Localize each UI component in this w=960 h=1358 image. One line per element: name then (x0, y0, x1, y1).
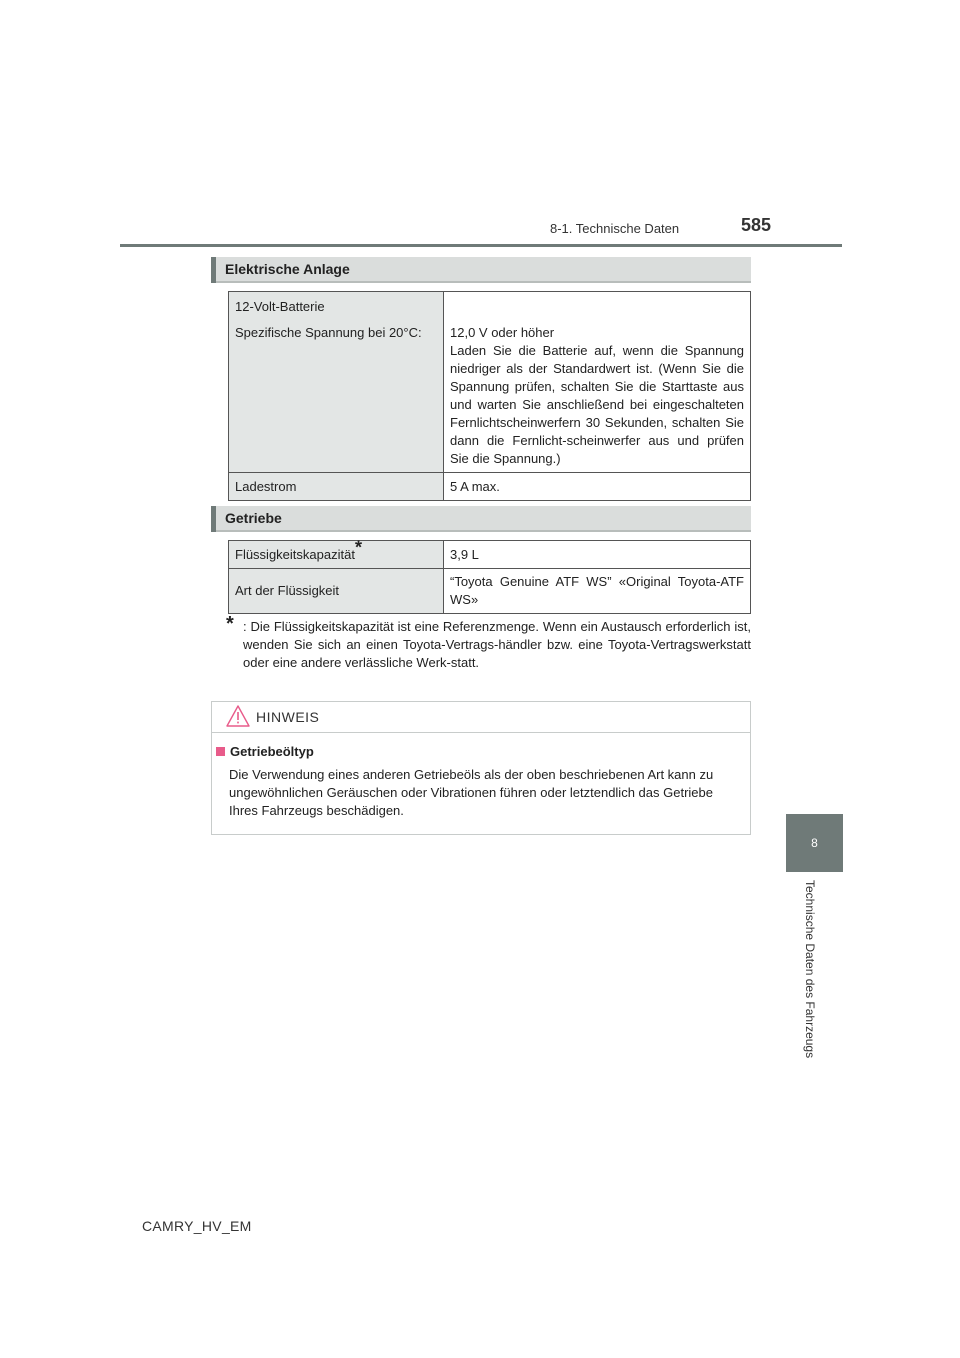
footnote (226, 613, 751, 672)
footnote-star: * (226, 613, 234, 635)
bullet-square-icon (216, 747, 225, 756)
table-row (229, 569, 751, 614)
table-cell-label (229, 537, 444, 569)
notice-title: HINWEIS (256, 709, 320, 725)
section-heading: Elektrische Anlage (225, 261, 350, 277)
section-heading: Getriebe (225, 510, 282, 526)
notice-header (212, 702, 750, 733)
fluid-value: “Toyota Genuine ATF WS” «Original Toyota-ATF WS» (444, 569, 751, 614)
table-cell-label (229, 292, 444, 473)
fluid-label: Art der Flüssigkeit (229, 569, 444, 614)
notice-body: Die Verwendung eines anderen Getriebeöls als der oben beschriebenen Art kann zu ungewöhnlichen Geräuschen oder Vibrationen führen oder letztendlich das Getriebe Ihres Fahrzeugs beschädigen. (229, 767, 714, 818)
transmission-table (228, 537, 751, 614)
chapter-label-container (760, 880, 860, 1070)
page-number: 585 (741, 215, 772, 235)
capacity-label: Flüssigkeitskapazität (235, 547, 355, 562)
voltage-note: Laden Sie die Batterie auf, wenn die Spannung niedriger als der Standardwert ist. (Wenn Sie die Spannung prüfen, schalten Sie die Starttaste aus und warten Sie anschließend bei eingeschalteten Fernlichtscheinwerfern 30 Sekunden, schalten Sie dann die Fernlicht-scheinwerfer aus und prüfen Sie die Spannung.) (450, 343, 744, 466)
charge-value: 5 A max. (444, 473, 751, 501)
voltage-value: 12,0 V oder höher (450, 325, 555, 340)
chapter-number: 8 (811, 836, 818, 850)
chapter-label: Technische Daten des Fahrzeugs (803, 880, 817, 1059)
chapter-tab (786, 814, 843, 872)
footnote-text: : Die Flüssigkeitskapazität ist eine Referenzmenge. Wenn ein Austausch erforderlich ist, wenden Sie sich an einen Toyota-Vertrags-händler bzw. eine Toyota-Vertragswerkstatt oder eine andere verlässliche Werk-statt. (243, 619, 751, 670)
capacity-value: 3,9 L (444, 541, 751, 569)
section-title: 8-1. Technische Daten (550, 221, 680, 236)
voltage-label: Spezifische Spannung bei 20°C: (235, 325, 422, 340)
header-divider (120, 244, 842, 247)
section-header-electrical (211, 257, 751, 283)
battery-label: 12-Volt-Batterie (235, 299, 325, 314)
table-row (229, 473, 751, 501)
section-header-transmission (211, 506, 751, 532)
electrical-table (228, 291, 751, 501)
table-row (229, 292, 751, 473)
table-cell-value (444, 292, 751, 473)
notice-subtitle-row (216, 744, 314, 759)
model-code: CAMRY_HV_EM (142, 1218, 252, 1234)
notice-subtitle: Getriebeöltyp (230, 744, 314, 759)
table-row (229, 541, 751, 569)
notice-box (211, 701, 751, 835)
charge-label: Ladestrom (229, 473, 444, 501)
warning-triangle-icon (226, 705, 250, 727)
footnote-mark: * (354, 537, 362, 558)
